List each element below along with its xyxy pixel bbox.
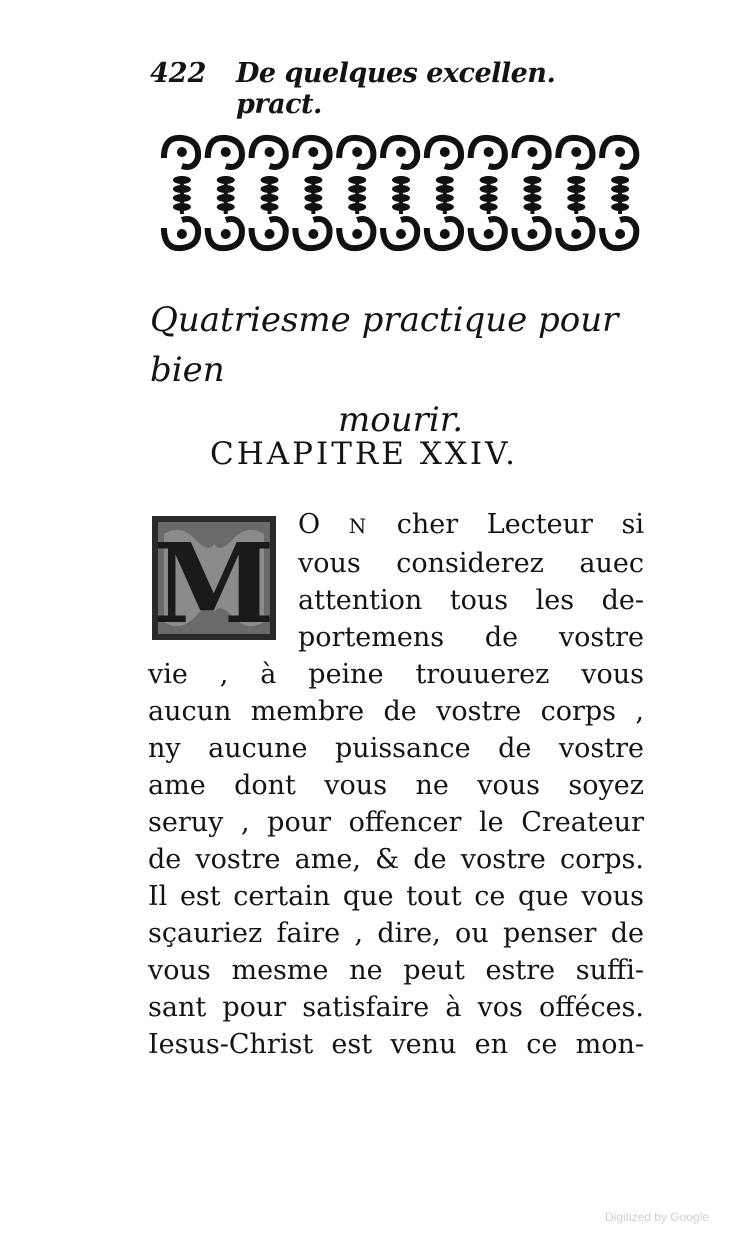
- text-line-8: ame dont vous ne vous soyez: [148, 770, 644, 801]
- text-line-1: O N cher Lecteur si: [298, 509, 644, 540]
- text-line-5: vie , à peine trouuerez vous: [148, 659, 644, 690]
- first-word: O N: [298, 509, 369, 540]
- text-line-3: attention tous les de-: [298, 585, 644, 616]
- chapter-heading: CHAPITRE XXIV.: [210, 436, 518, 472]
- dropcap-letter: M: [153, 519, 275, 642]
- text-line-10: de vostre ame, & de vostre corps.: [148, 844, 644, 875]
- text-line-9: seruy , pour offencer le Createur: [148, 807, 644, 838]
- text-line-15: Iesus-Christ est venu en ce mon-: [148, 1029, 644, 1060]
- body-text: [148, 506, 644, 1063]
- text-line-11: Il est certain que tout ce que vous: [148, 881, 644, 912]
- text-line-4: portemens de vostre: [298, 622, 644, 653]
- chapter-title: [148, 295, 668, 445]
- running-header: [150, 58, 620, 120]
- watermark: Digitized by Google: [604, 1210, 709, 1224]
- text-line-6: aucun membre de vostre corps ,: [148, 696, 644, 727]
- text-line-12: sçauriez faire , dire, ou penser de: [148, 918, 644, 949]
- page-number: 422: [150, 58, 207, 89]
- ornament-band: [160, 128, 642, 256]
- running-head-title: De quelques excellen. pract.: [236, 58, 556, 120]
- title-line-1: Quatriesme practique pour bien: [150, 300, 619, 390]
- text-line-14: sant pour satisfaire à vos offéces.: [148, 992, 644, 1023]
- title-line-2: mourir.: [338, 400, 464, 440]
- text-line-13: vous mesme ne peut estre suffi-: [148, 955, 644, 986]
- text-line-7: ny aucune puissance de vostre: [148, 733, 644, 764]
- text-line-2: vous considerez auec: [298, 548, 644, 579]
